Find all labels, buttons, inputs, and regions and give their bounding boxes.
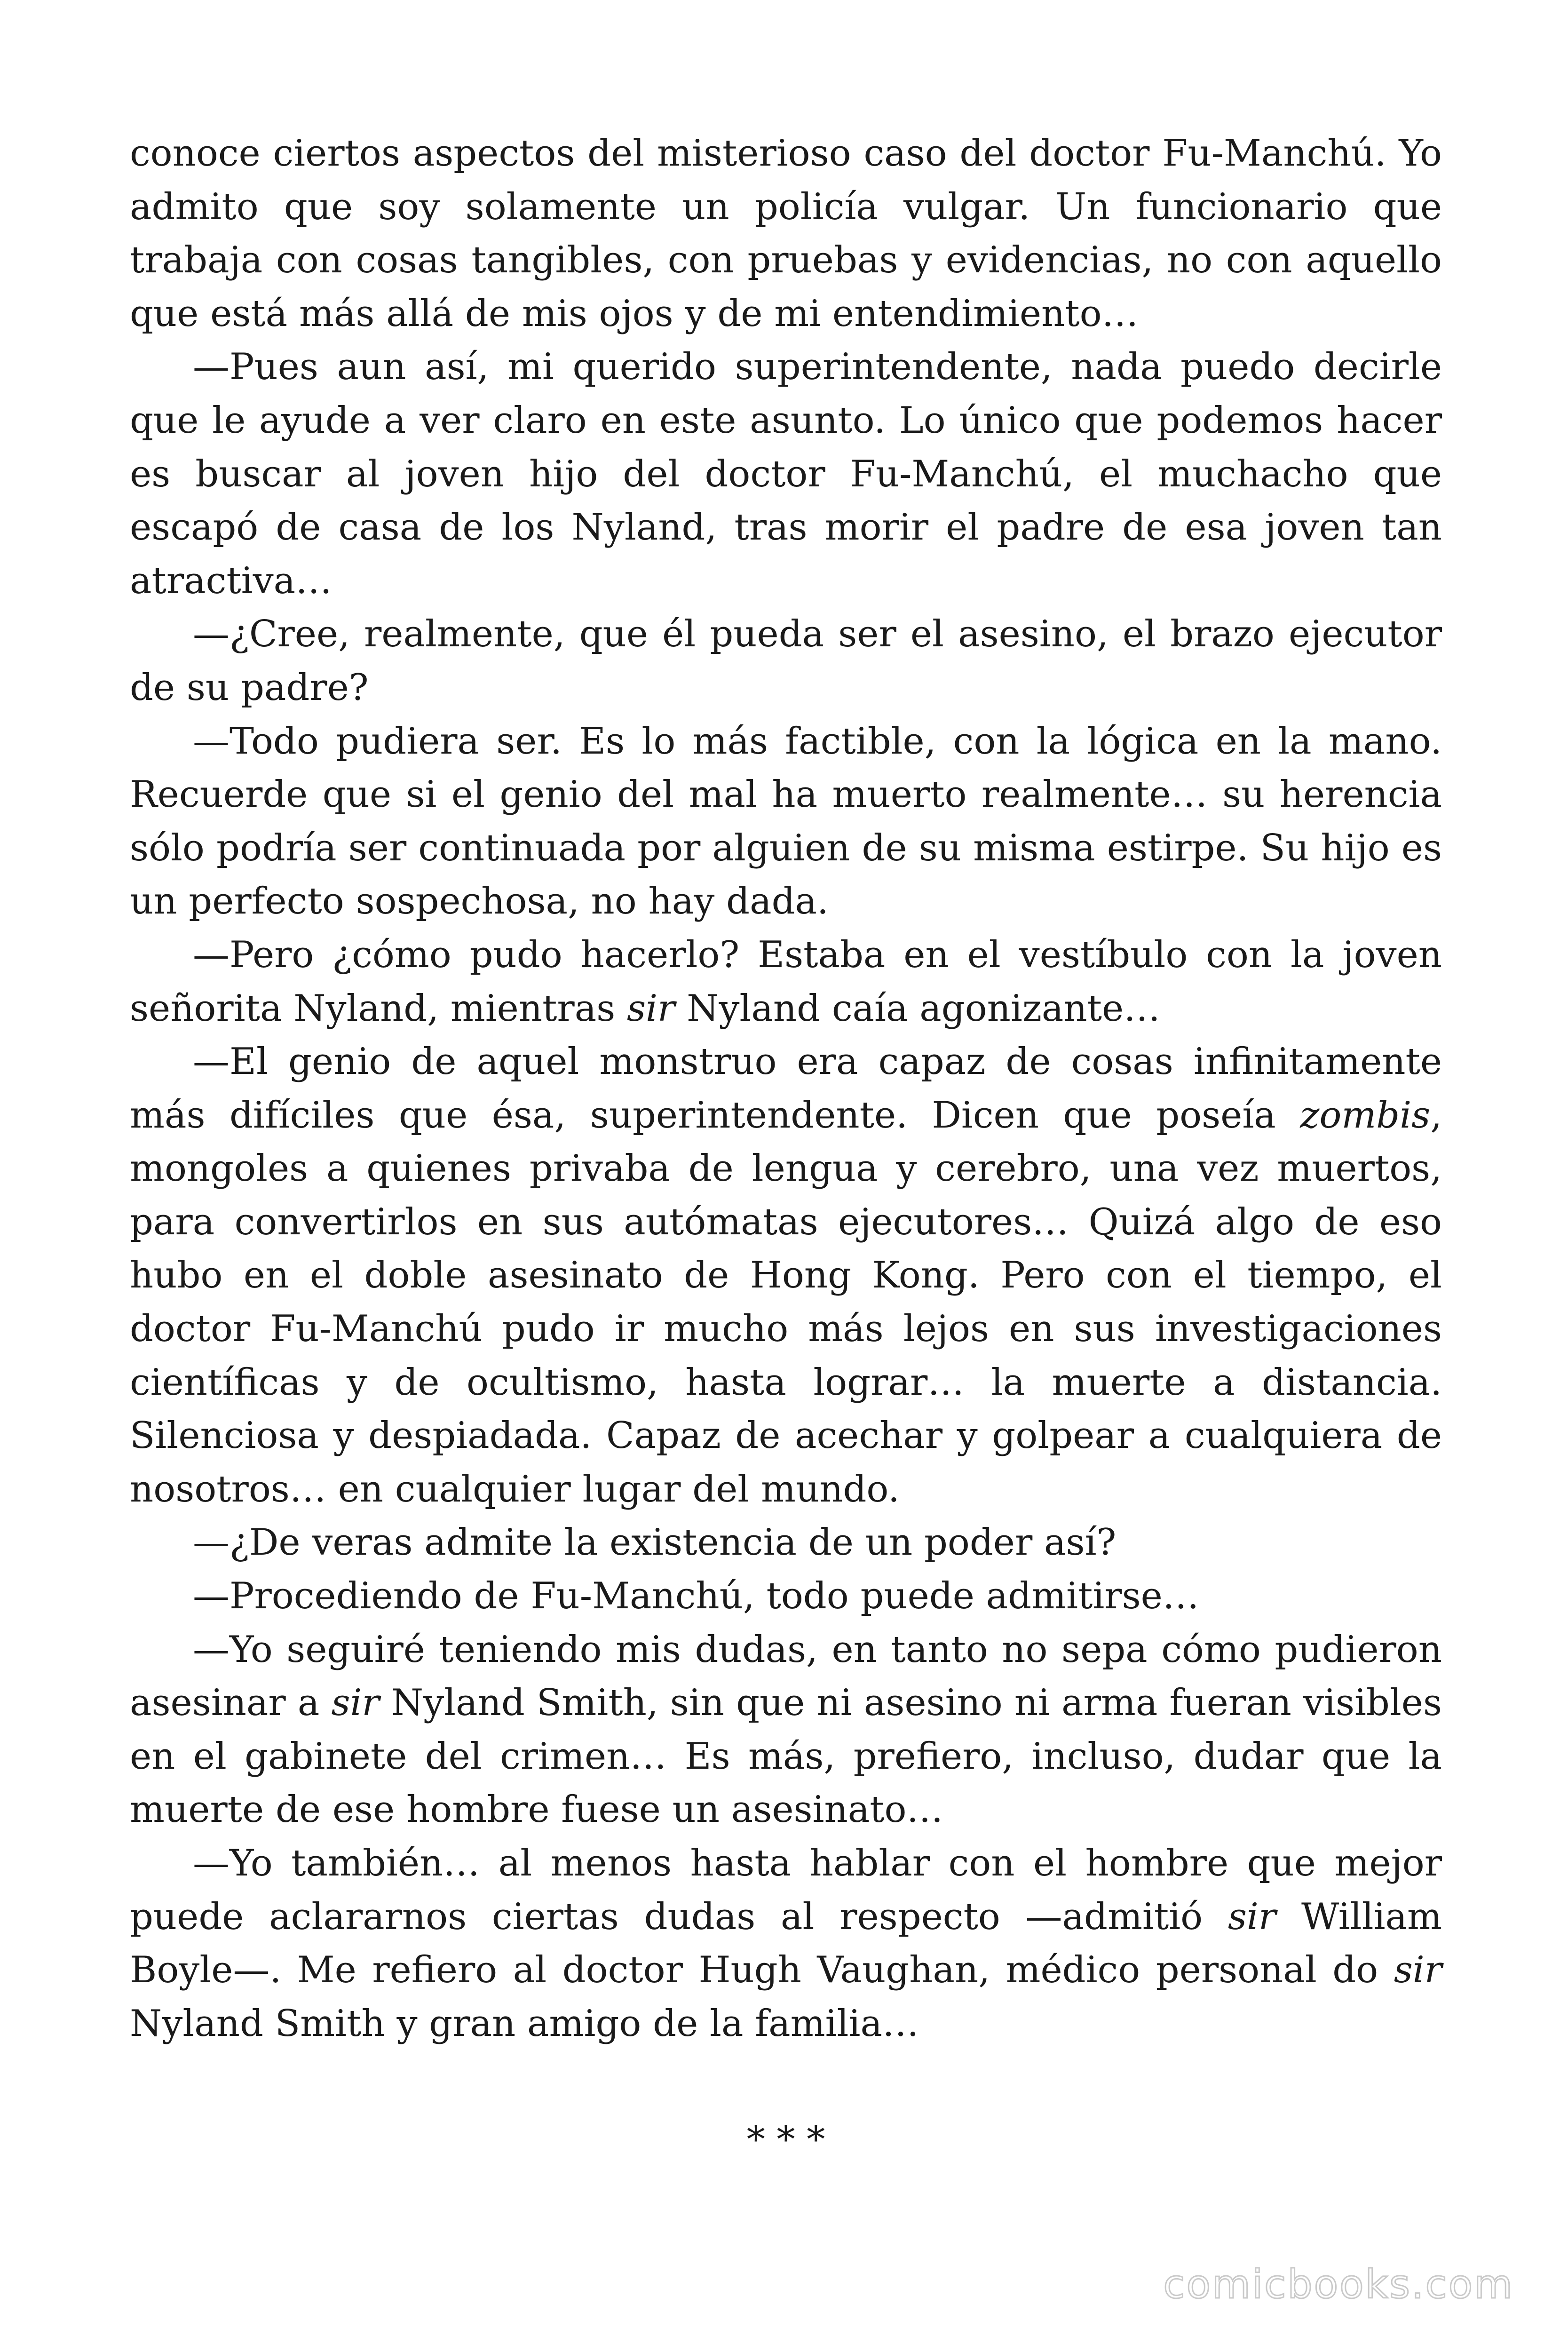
paragraph	[130, 715, 1442, 929]
paragraph	[130, 127, 1442, 341]
watermark-logo: comicbooks.com	[1163, 2261, 1514, 2307]
text-run: Nyland Smith y gran amigo de la familia…	[130, 2002, 919, 2045]
paragraph	[130, 1570, 1442, 1623]
text-run: —¿De veras admite la existencia de un poder así?	[193, 1521, 1117, 1564]
text-run: William Boyle—. Me refiero al doctor Hugh Vaughan, médico personal do	[130, 1895, 1442, 1992]
text-run: —Todo pudiera ser. Es lo más factible, con la lógica en la mano. Recuerde que si el genio del mal ha muerto realmente… su herencia sólo podría ser continuada por alguien de su misma estirpe. Su hijo es un perfecto sospechosa, no hay dada.	[130, 720, 1442, 923]
paragraph	[130, 341, 1442, 608]
text-run: Nyland caía agonizante…	[675, 987, 1161, 1030]
text-run: —Yo también… al menos hasta hablar con el hombre que mejor puede aclararnos ciertas dudas al respecto —admitió	[130, 1842, 1442, 1938]
text-run: —¿Cree, realmente, que él pueda ser el asesino, el brazo ejecutor de su padre?	[130, 613, 1442, 709]
page-body	[130, 127, 1442, 2197]
text-run: —Pero ¿cómo pudo hacerlo? Estaba en el vestíbulo con la joven señorita Nyland, mientras	[130, 933, 1442, 1030]
text-run: Nyland Smith, sin que ni asesino ni arma fueran visibles en el gabinete del crimen… Es más, prefiero, incluso, dudar que la muerte de ese hombre fuese un asesinato…	[130, 1682, 1442, 1831]
text-run: , mongoles a quienes privaba de lengua y cerebro, una vez muertos, para convertirlos en sus autómatas ejecutores… Quizá algo de eso hubo en el doble asesinato de Hong Kong. Pero con el tiempo, el doctor Fu-Manchú pudo ir mucho más lejos en sus investigaciones científicas y de ocultismo, hasta lograr… la muerte a distancia. Silenciosa y despiadada. Capaz de acechar y golpear a cualquiera de nosotros… en cualquier lugar del mundo.	[130, 1094, 1442, 1510]
text-run: —Yo seguiré teniendo mis dudas, en tanto no sepa cómo pudieron asesinar a	[130, 1628, 1442, 1724]
italic-text: zombis	[1300, 1094, 1431, 1136]
paragraph	[130, 1623, 1442, 1837]
italic-text: sir	[1227, 1895, 1276, 1938]
text-run: conoce ciertos aspectos del misterioso caso del doctor Fu-Manchú. Yo admito que soy solamente un policía vulgar. Un funcionario que trabaja con cosas tangibles, con pruebas y evidencias, no con aquello que está más allá de mis ojos y de mi entendimiento…	[130, 132, 1442, 335]
text-run: —El genio de aquel monstruo era capaz de cosas infinitamente más difíciles que ésa, superintendente. Dicen que poseía	[130, 1041, 1442, 1136]
italic-text: sir	[627, 987, 675, 1030]
paragraph	[130, 608, 1442, 715]
paragraph	[130, 1837, 1442, 2050]
paragraph	[130, 1516, 1442, 1570]
text-run: —Pues aun así, mi querido superintendente, nada puedo decirle que le ayude a ver claro en este asunto. Lo único que podemos hacer es buscar al joven hijo del doctor Fu-Manchú, el muchacho que escapó de casa de los Nyland, tras morir el padre de esa joven tan atractiva…	[130, 346, 1442, 602]
section-separator: * * *	[746, 2119, 825, 2161]
text-run: —Procediendo de Fu-Manchú, todo puede admitirse…	[193, 1575, 1199, 1618]
text-flow	[130, 127, 1442, 2050]
paragraph	[130, 1035, 1442, 1516]
paragraph	[130, 929, 1442, 1035]
italic-text: sir	[331, 1682, 380, 1724]
italic-text: sir	[1394, 1949, 1442, 1992]
